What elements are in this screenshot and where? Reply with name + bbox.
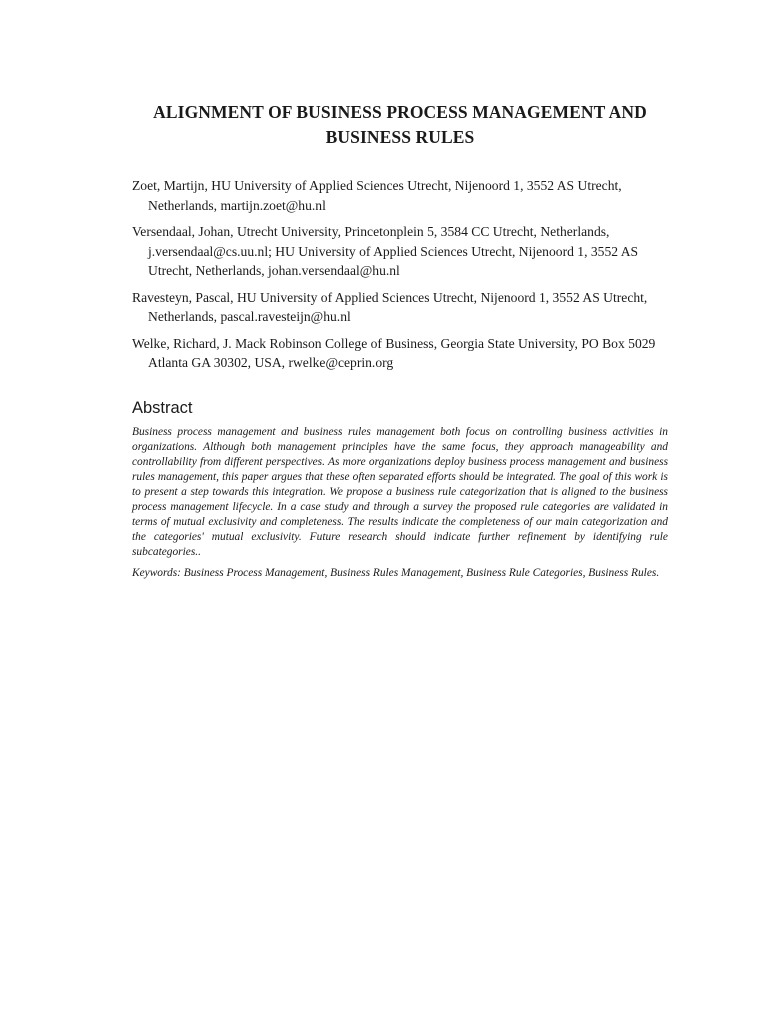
abstract-heading: Abstract — [132, 398, 193, 417]
author-entry: Welke, Richard, J. Mack Robinson College of Business, Georgia State University, PO Box 5029 Atlanta GA 30302, USA, rwelke@ceprin.org — [132, 335, 656, 370]
keywords: Keywords: Business Process Management, Business Rules Management, Business Rule Categories, Business Rules. — [132, 567, 660, 580]
paper-page — [132, 100, 668, 581]
abstract-text: Business process management and business rules management both focus on controlling business activities in organizations. Although both management principles have the same focus, they approach manageability and controllability from different perspectives. As more organizations deploy business process management and business rules management, this paper argues that these often separated efforts should be integrated. The goal of this work is to present a step towards this integration. We propose a business rule categorization that is aligned to the business process management lifecycle. In a case study and through a survey the proposed rule categories are validated in terms of mutual exclusivity and completeness. The results indicate the completeness of our main categorization and the categories' mutual exclusivity. Future research should indicate further refinement by identifying rule subcategories.. — [132, 425, 668, 559]
paper-title — [132, 100, 668, 150]
paper-title-line-1: ALIGNMENT OF BUSINESS PROCESS MANAGEMENT AND — [153, 102, 647, 122]
paper-title-line-2: BUSINESS RULES — [325, 127, 475, 147]
author-entry: Versendaal, Johan, Utrecht University, Princetonplein 5, 3584 CC Utrecht, Netherlands, j.versendaal@cs.uu.nl; HU University of Applied Sciences Utrecht, Nijenoord 1, 3552 AS Utrecht, Netherlands, johan.versendaal@hu.nl — [132, 224, 639, 278]
author-entry: Zoet, Martijn, HU University of Applied Sciences Utrecht, Nijenoord 1, 3552 AS Utrecht, Netherlands, martijn.zoet@hu.nl — [132, 178, 622, 213]
author-entry: Ravesteyn, Pascal, HU University of Applied Sciences Utrecht, Nijenoord 1, 3552 AS Utrecht, Netherlands, pascal.ravesteijn@hu.nl — [132, 289, 648, 324]
author-list — [132, 176, 668, 373]
